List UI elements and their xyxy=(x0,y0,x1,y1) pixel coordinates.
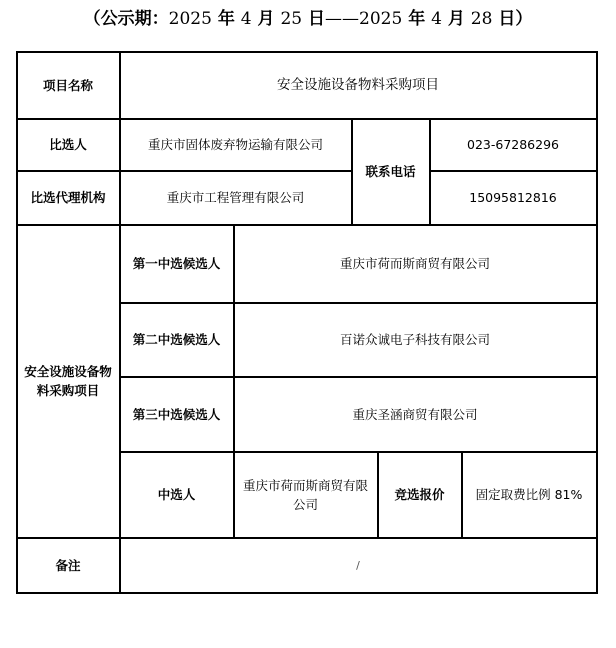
winner-label: 中选人 xyxy=(157,487,196,502)
candidate-2-rank: 第二中选候选人 xyxy=(132,332,221,347)
quote-label: 竞选报价 xyxy=(394,487,445,502)
project-name-value: 安全设施设备物料采购项目 xyxy=(277,76,439,93)
buyer-phone: 023-67286296 xyxy=(467,137,559,152)
start-day: 25 xyxy=(280,9,303,29)
candidate-3-rank: 第三中选候选人 xyxy=(132,406,221,422)
agent-phone: 15095812816 xyxy=(469,190,557,205)
month-char: 月 xyxy=(257,9,275,29)
start-month: 4 xyxy=(240,9,252,29)
table-border-right xyxy=(596,51,598,594)
buyer-value: 重庆市固体废弃物运输有限公司 xyxy=(147,137,323,152)
remarks-label: 备注 xyxy=(55,557,81,573)
close-paren: ） xyxy=(515,9,533,29)
candidate-2-name: 百诺众诚电子科技有限公司 xyxy=(339,332,490,347)
day-char: 日 xyxy=(498,9,516,29)
end-day: 28 xyxy=(470,9,493,29)
month-char: 月 xyxy=(447,9,465,29)
date-dash: —— xyxy=(325,9,359,29)
end-month: 4 xyxy=(431,9,442,29)
quote-value: 固定取费比例 81% xyxy=(475,487,583,502)
table-border-bottom xyxy=(16,592,597,594)
end-year: 2025 xyxy=(359,9,403,29)
agent-label: 比选代理机构 xyxy=(30,190,106,205)
buyer-label: 比选人 xyxy=(49,137,87,152)
publicity-period-title xyxy=(0,4,616,29)
candidate-3-name: 重庆圣涵商贸有限公司 xyxy=(352,406,478,422)
open-paren: （ xyxy=(83,9,101,29)
remarks-value: / xyxy=(356,558,360,572)
winner-value: 重庆市荷而斯商贸有限公司 xyxy=(242,477,368,512)
start-year: 2025 xyxy=(168,9,212,29)
year-char: 年 xyxy=(217,9,235,29)
section-label: 安全设施设备物料采购项目 xyxy=(24,364,112,398)
agent-value: 重庆市工程管理有限公司 xyxy=(166,190,305,205)
phone-label: 联系电话 xyxy=(365,164,416,179)
period-label: 公示期： xyxy=(100,9,169,29)
year-char: 年 xyxy=(408,9,426,29)
candidate-1-rank: 第一中选候选人 xyxy=(132,256,221,271)
project-name-label: 项目名称 xyxy=(42,77,93,93)
candidate-1-name: 重庆市荷而斯商贸有限公司 xyxy=(339,256,490,271)
day-char: 日 xyxy=(308,9,325,29)
